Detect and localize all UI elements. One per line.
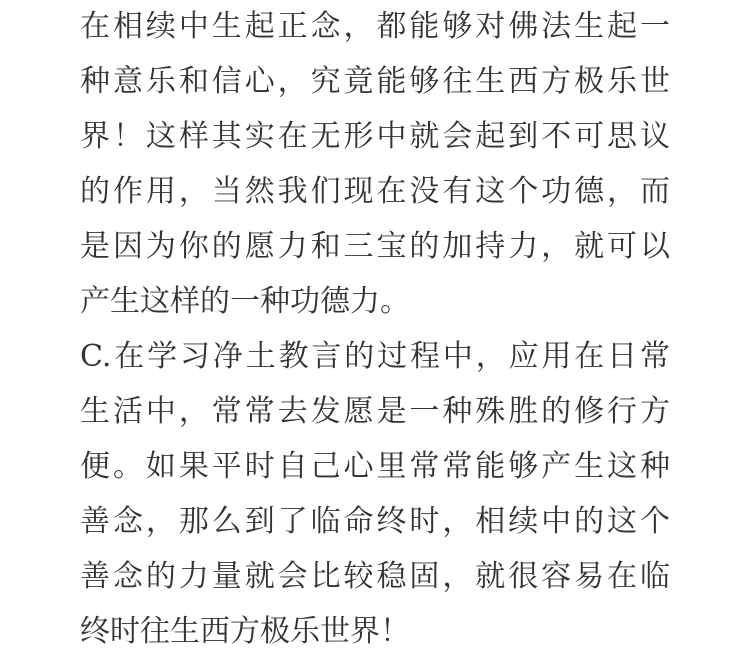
text-line: 界！这样其实在无形中就会起到不可思议	[80, 119, 670, 154]
text-line: 种意乐和信心，究竟能够往生西方极乐世	[80, 64, 670, 99]
text-line: 便。如果平时自己心里常常能够产生这种	[80, 449, 670, 484]
text-line: 生活中，常常去发愿是一种殊胜的修行方	[80, 394, 670, 429]
text-line: 的作用，当然我们现在没有这个功德，而	[80, 174, 670, 209]
text-line: 在相续中生起正念，都能够对佛法生起一	[80, 9, 670, 44]
text-line: 善念的力量就会比较稳固，就很容易在临	[80, 559, 670, 594]
text-line: C.在学习净土教言的过程中，应用在日常	[80, 339, 670, 374]
text-line: 产生这样的一种功德力。	[80, 284, 410, 319]
text-line: 是因为你的愿力和三宝的加持力，就可以	[80, 229, 670, 264]
document-page	[80, 0, 670, 668]
text-line: 终时往生西方极乐世界！	[80, 614, 410, 649]
text-line: 善念，那么到了临命终时，相续中的这个	[80, 504, 670, 539]
